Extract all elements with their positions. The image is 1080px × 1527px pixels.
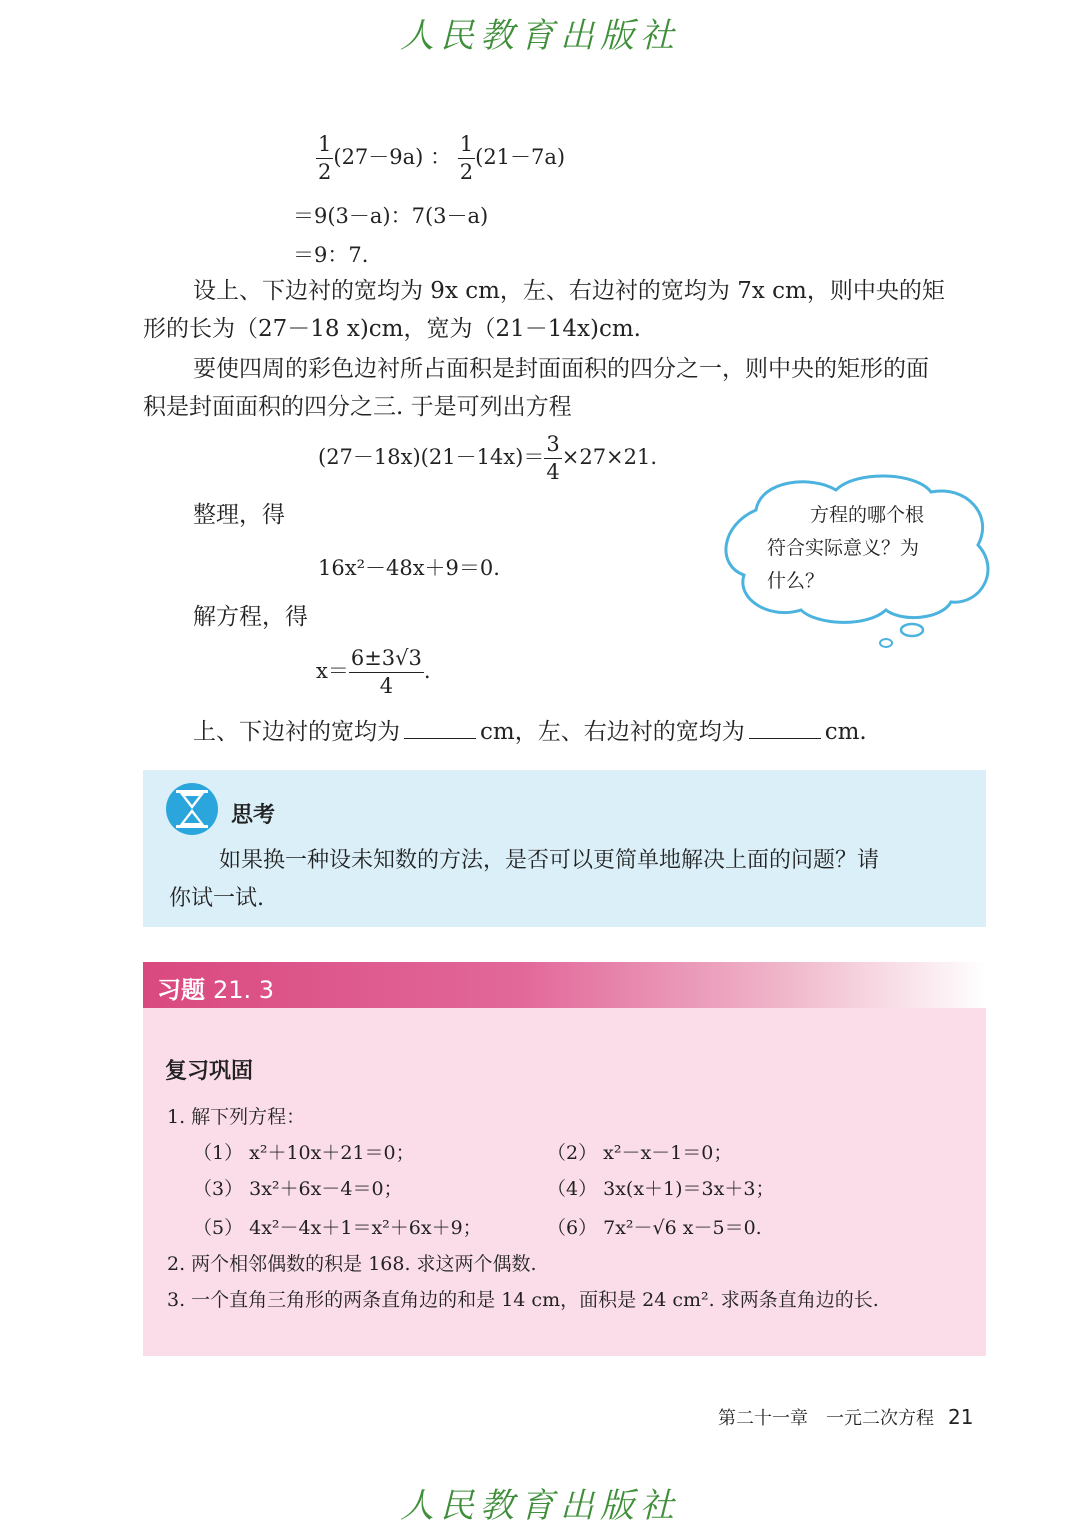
- fraction: $\frac{3}{4}$: [546, 432, 560, 484]
- think-text: 你试一试.: [169, 886, 264, 911]
- derivation-step-3: ＝9：7.: [293, 243, 369, 267]
- paragraph-line: 要使四周的彩色边衬所占面积是封面面积的四分之一，则中央的矩形的面: [193, 356, 929, 382]
- paragraph-line: 设上、下边衬的宽均为 9x cm，左、右边衬的宽均为 7x cm，则中央的矩: [193, 278, 945, 304]
- question-1-item: （1） x²＋10x＋21＝0；: [193, 1142, 415, 1164]
- fraction: $\frac{6\pm 3√3}{4}$: [350, 646, 422, 698]
- publisher-footer: 人民教育出版社: [400, 1486, 680, 1526]
- exercise-header: [143, 962, 986, 1008]
- question-1-item: （5） 4x²－4x＋1＝x²＋6x＋9；: [193, 1217, 482, 1239]
- page-number: 21: [948, 1405, 974, 1429]
- hourglass-icon: [165, 782, 219, 836]
- publisher-header: 人民教育出版社: [400, 16, 680, 56]
- answer-blank[interactable]: [749, 718, 821, 739]
- fraction: $\frac{1}{2}$: [459, 132, 474, 184]
- think-box: [143, 770, 986, 927]
- equation-3: x＝ $\frac{6\pm 3√3}{4}$ .: [316, 646, 431, 698]
- paragraph-line: 积是封面面积的四分之三. 于是可列出方程: [143, 394, 572, 420]
- tidy-label: 整理，得: [193, 502, 285, 528]
- question-1-item: （6） 7x²－√6 x－5＝0.: [547, 1217, 762, 1239]
- question-2: 2. 两个相邻偶数的积是 168. 求这两个偶数.: [167, 1253, 537, 1275]
- question-1-item: （2） x²－x－1＝0；: [547, 1142, 733, 1164]
- chapter-title: 第二十一章 一元二次方程: [718, 1408, 934, 1429]
- answer-blank[interactable]: [404, 718, 476, 739]
- exercise-subtitle: 复习巩固: [165, 1059, 254, 1084]
- solve-label: 解方程，得: [193, 604, 308, 630]
- cloud-text: 方程的哪个根: [810, 504, 925, 526]
- question-1: 1. 解下列方程：: [167, 1106, 306, 1128]
- paragraph-line: 形的长为（27－18 x)cm，宽为（21－14x)cm.: [143, 316, 641, 342]
- exercise-body: [143, 1008, 986, 1356]
- equation-2: 16x²－48x＋9＝0.: [318, 556, 500, 580]
- think-title: 思考: [231, 803, 276, 828]
- cloud-text: 符合实际意义？为: [767, 537, 920, 559]
- answer-line: 上、下边衬的宽均为 cm，左、右边衬的宽均为 cm.: [193, 719, 867, 745]
- equation-1: (27－18x)(21－14x)＝ $\frac{3}{4}$ ×27×21.: [318, 432, 658, 484]
- exercise-title: 习题 21. 3: [157, 976, 275, 1004]
- thought-cloud: [716, 470, 996, 655]
- question-1-item: （4） 3x(x＋1)＝3x＋3；: [547, 1178, 775, 1200]
- cloud-text: 什么？: [767, 570, 825, 592]
- ratio-expression: $\frac{1}{2}$ (27－9a) ： $\frac{1}{2}$ (21－7a): [318, 132, 566, 184]
- fraction: $\frac{1}{2}$: [318, 132, 332, 184]
- question-3: 3. 一个直角三角形的两条直角边的和是 14 cm，面积是 24 cm². 求两条直角边的长.: [167, 1289, 879, 1311]
- question-1-item: （3） 3x²＋6x－4＝0；: [193, 1178, 403, 1200]
- think-text: 如果换一种设未知数的方法，是否可以更简单地解决上面的问题？请: [219, 848, 880, 873]
- page-footer: [718, 1404, 973, 1430]
- derivation-step-2: ＝9(3－a)：7(3－a): [293, 204, 489, 228]
